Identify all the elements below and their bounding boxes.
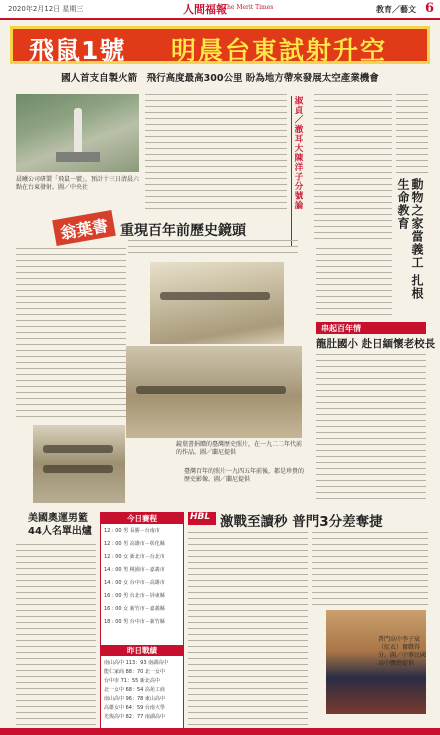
- author-name: 翁葉書: [58, 215, 110, 244]
- rocket-photo: [16, 94, 139, 172]
- column-tag: [316, 322, 426, 334]
- baseball-title-line2: 44人名單出爐: [28, 526, 92, 537]
- photo-figures: [136, 386, 286, 394]
- hbl-text-2: [312, 532, 428, 606]
- right-text-1: [316, 248, 392, 318]
- baseball-text: [16, 544, 96, 728]
- schedule-row: 12 : 00 男 長勝－台南市: [104, 528, 160, 534]
- schedule-box: [100, 512, 184, 730]
- schedule-row: 16 : 00 女 新竹市－嘉義縣: [104, 606, 165, 612]
- page-number: 6: [424, 1, 434, 16]
- historic-photo-3: [33, 425, 125, 503]
- photo-figures: [43, 465, 113, 473]
- hbl-logo: [188, 512, 216, 525]
- column-tag-label: 串起百年情: [321, 324, 361, 333]
- historic-photo-1: [150, 262, 284, 344]
- photo-figures: [160, 292, 270, 300]
- lead-vertical-title-box: [291, 96, 312, 246]
- headline-banner: [10, 26, 430, 64]
- author-tag: [52, 210, 116, 246]
- right-text-2: [316, 354, 426, 504]
- headline-right: 明晨台東試射升空: [171, 36, 388, 65]
- photo-figures: [43, 445, 113, 453]
- schedule-row: 12 : 00 男 高雄市－彰化縣: [104, 541, 165, 547]
- right-vertical-title-box: [396, 178, 424, 308]
- issue-date: 2020年2月12日 星期三: [8, 5, 84, 13]
- feature-text-1: [16, 248, 126, 418]
- footer-bar: [0, 728, 440, 735]
- historic-photo-caption-1: 鏡葉書捐贈的臺灣歷史照片，在一九二二年代前的作品。圖／蘭尼提供: [176, 441, 303, 456]
- lead-vertical-title: 淑貞／澈耳大陳洋子分號論: [293, 96, 303, 210]
- result-row: 南山高中 113：93 南湖高中: [104, 660, 169, 666]
- logo-cn: 人間福報: [183, 3, 227, 16]
- rocket-photo-caption: 晨曦公司研製「飛鼠一號」，預計十三日清晨六點在台東發射。圖／中央社: [16, 176, 140, 191]
- schedule-row: 12 : 00 女 新北市－台北市: [104, 554, 165, 560]
- masthead: [0, 0, 440, 20]
- headline-left: 飛鼠1號: [29, 36, 126, 65]
- result-row: 南山高中 96：78 東山高中: [104, 696, 165, 702]
- result-row: 北一女中 68：54 高苑工商: [104, 687, 165, 693]
- rocket-shape: [74, 108, 82, 156]
- section-name: 教育／藝文: [376, 5, 416, 14]
- schedule-today-header: 今日賽程: [101, 513, 183, 524]
- right-subtitle: 龍肚國小 赴日緬懷老校長: [316, 338, 436, 350]
- lead-story-text-3: [396, 94, 428, 174]
- result-row: 能仁家商 88：70 北一女中: [104, 669, 165, 675]
- historic-photo-2: [126, 346, 302, 438]
- historic-photo-caption-2: 臺灣百年的照片一九四五年前後，都是珍貴的歷史影像。圖／蘭尼提供: [184, 468, 305, 483]
- result-row: 高雄女中 64：59 台南大學: [104, 705, 165, 711]
- launchpad-shape: [56, 152, 100, 162]
- newspaper-logo: [183, 1, 274, 16]
- baseball-title-line1: 美國奧運男籃: [28, 513, 88, 524]
- schedule-row: 16 : 00 男 台北市－屏東縣: [104, 593, 165, 599]
- schedule-row: 14 : 00 男 桃園市－嘉義市: [104, 567, 165, 573]
- schedule-row: 14 : 00 女 台中市－高雄市: [104, 580, 165, 586]
- result-row: 光復高中 82：77 南湖高中: [104, 714, 165, 720]
- lead-story-text-2: [314, 94, 392, 244]
- right-vertical-title: 動物之家當義工 扎根生命教育: [396, 178, 424, 301]
- feature-title: 重現百年前歷史鏡頭: [120, 223, 246, 239]
- basketball-photo-caption: 普門高中李子宸（紅衣）奮戰得分。圖／中華民國高中體總提供: [378, 636, 427, 667]
- logo-en: The Merit Times: [223, 4, 274, 11]
- schedule-results-header: 昨日戰績: [101, 645, 183, 656]
- subheadline: 國人首支自製火箭 飛行高度最高300公里 盼為地方帶來發展太空產業機會: [61, 73, 379, 84]
- hbl-headline: 激戰至讀秒 普門3分差奪捷: [220, 514, 383, 530]
- hbl-logo-text: HBL: [190, 512, 211, 522]
- result-row: 台中市 71：55 新北高中: [104, 678, 160, 684]
- feature-text-2: [128, 240, 298, 258]
- schedule-row: 18 : 00 男 台中市－新竹縣: [104, 619, 165, 625]
- hbl-text-1: [188, 532, 308, 728]
- lead-story-text-1: [145, 94, 287, 214]
- baseball-title: [28, 512, 92, 538]
